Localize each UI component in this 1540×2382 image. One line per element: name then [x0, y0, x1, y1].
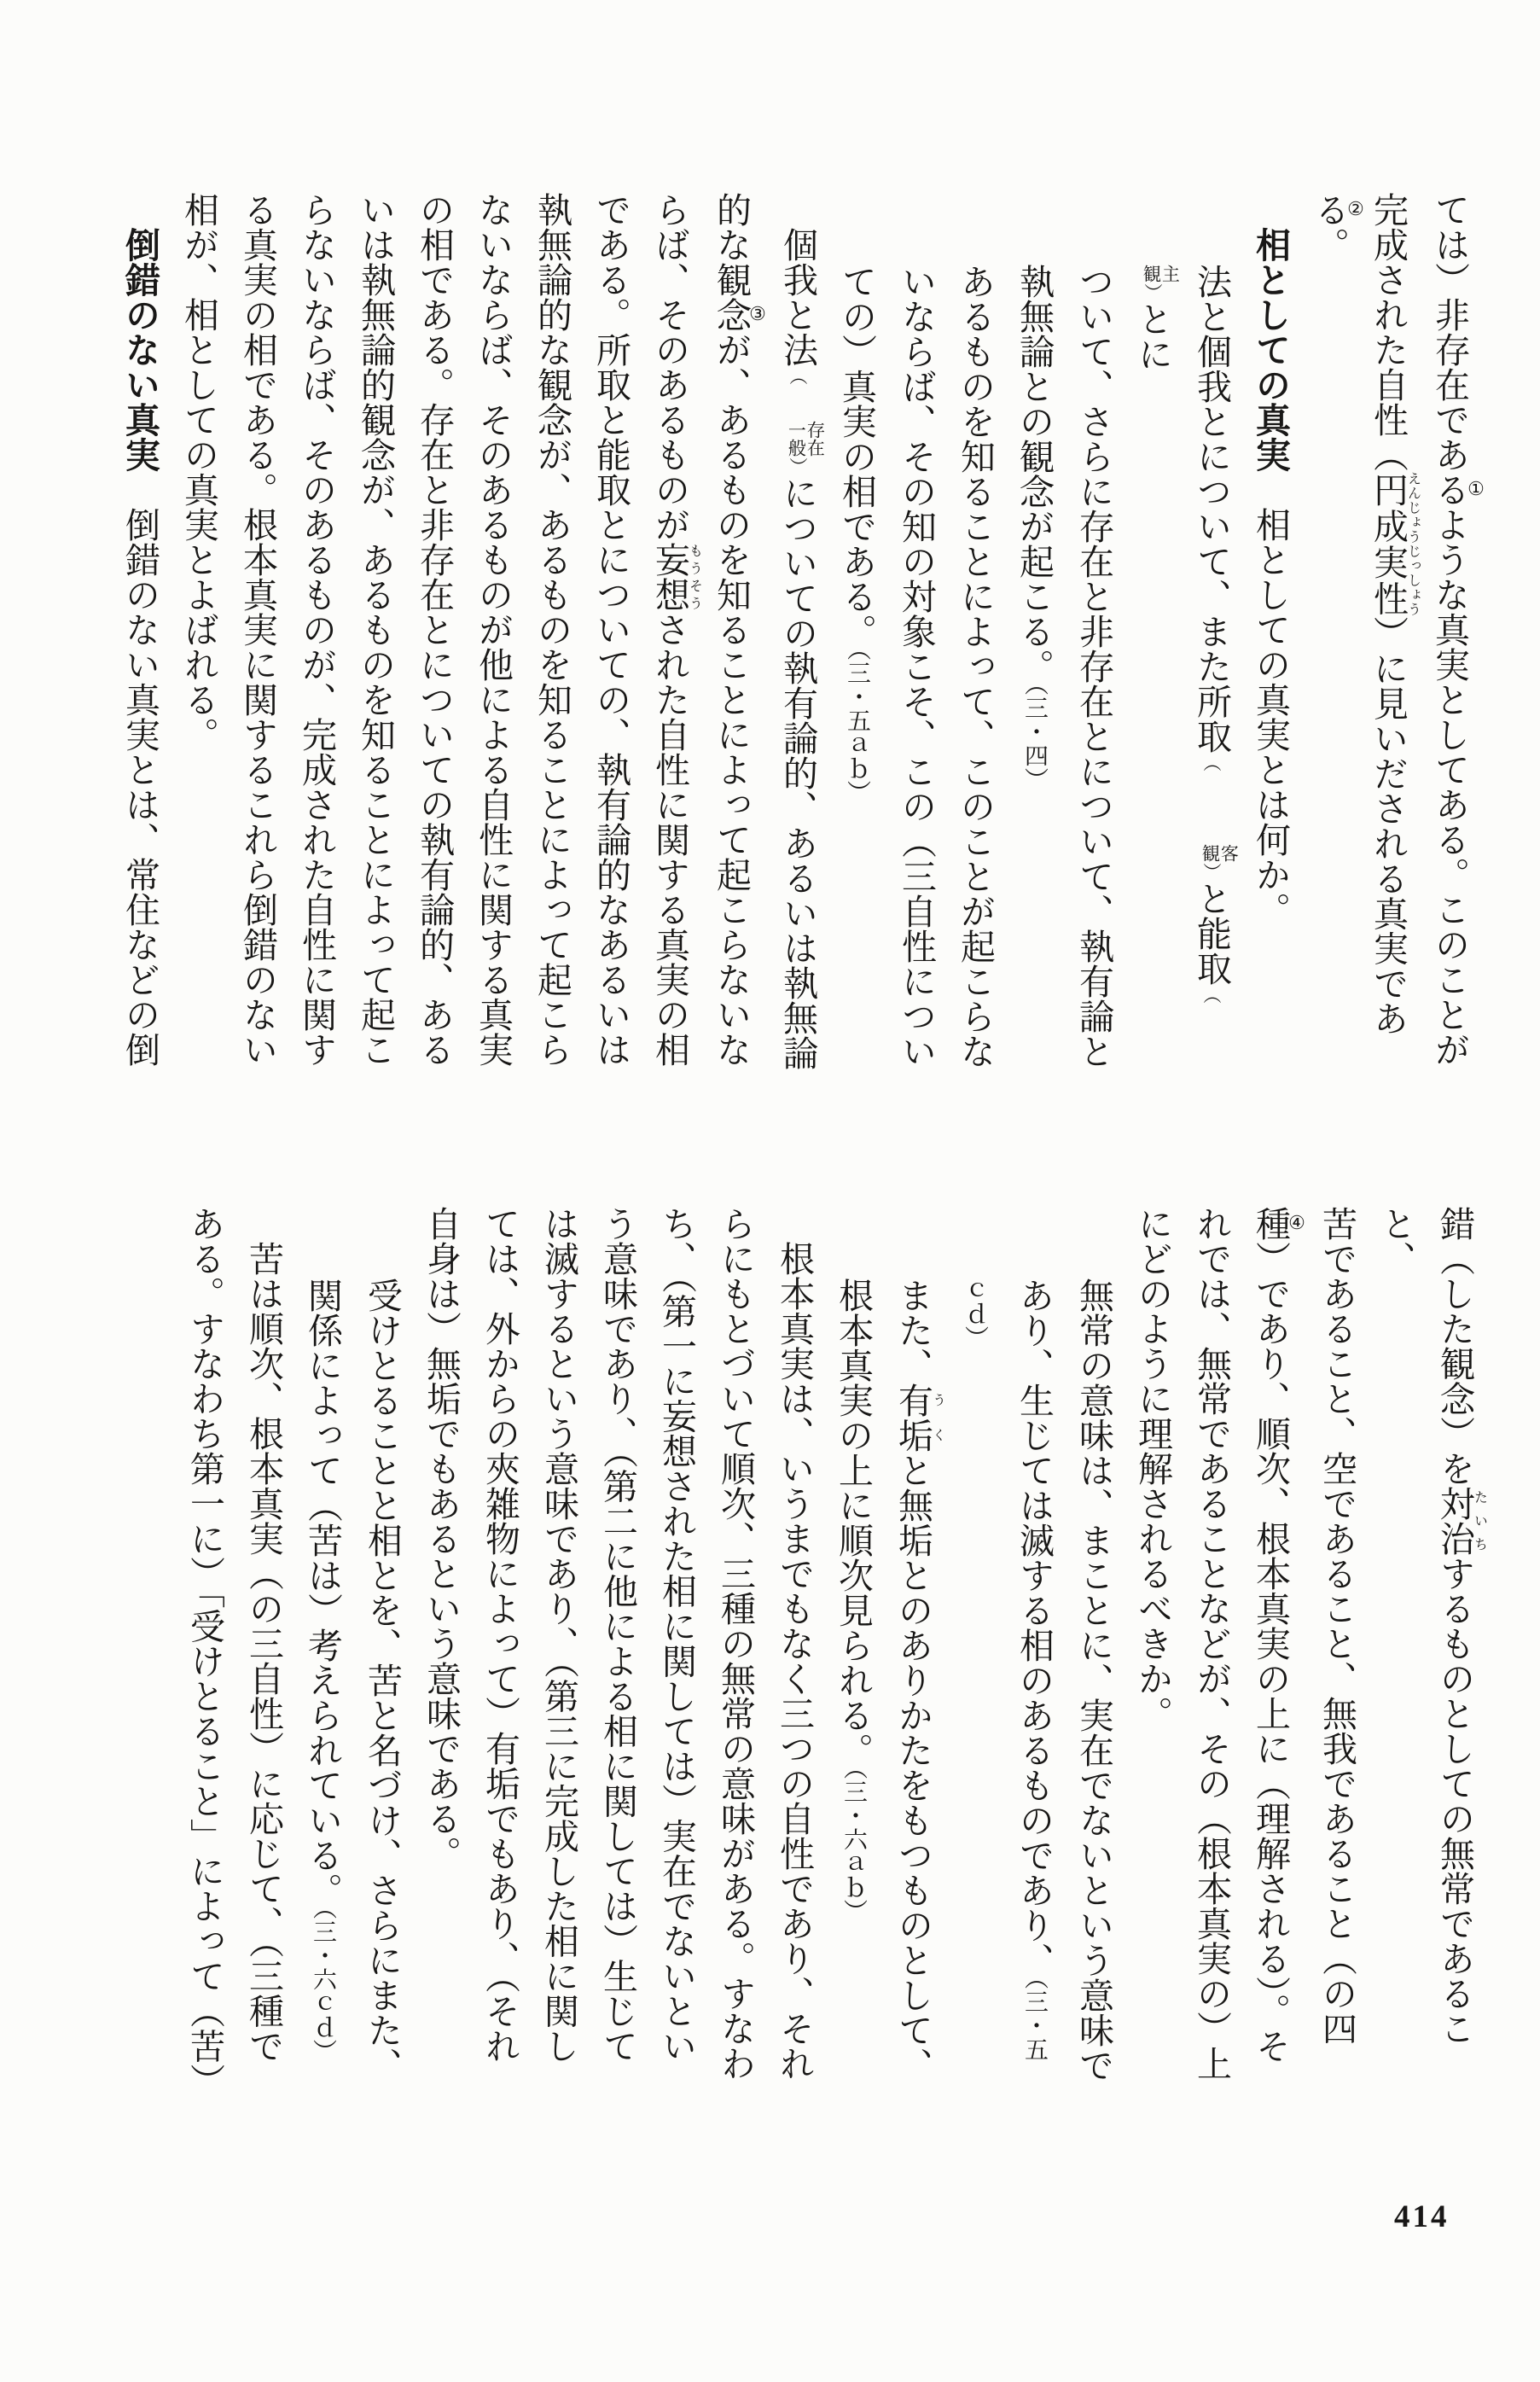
- top-text-block: [110, 192, 1486, 1075]
- furigana-ruby: 妄想もうそう: [650, 542, 702, 612]
- text-column: 法と個我とについて、また所取（ 客 観 ）と能取（ 主 観 ）とに: [1123, 192, 1241, 1075]
- text-column: 相としての真実 相としての真実とは何か。: [1251, 227, 1290, 927]
- text-column: 相が、相としての真実とよばれる。: [179, 192, 218, 752]
- small-paren: （: [1201, 986, 1222, 1004]
- text-column: 苦は順次、根本真実（の三自性）に応じて、（三種で: [244, 1241, 283, 2064]
- warichu-inline-note: 存在 一般: [786, 421, 826, 457]
- text-column: 執無論との観念が起こる。（三・四）: [1014, 264, 1054, 791]
- text-column: いは執無論的観念が、あるものを知ることによって起こ: [356, 192, 395, 1067]
- text-column: ては）非存在である①ような真実としてある。このことが: [1430, 192, 1488, 1067]
- footnote-marker: る②: [1310, 192, 1368, 227]
- text-column: 受けとることと相とを、苦と名づけ、さらにまた、: [363, 1278, 402, 2082]
- verse-citation: （三・六ａｂ）: [840, 1768, 867, 1923]
- section-heading: 倒錯のない真実: [120, 227, 160, 472]
- text-column: ち、（第一に妄想された相に関しては）実在でないとい: [657, 1206, 696, 2064]
- furigana-ruby: 円成実性えんじょうじっしょう: [1369, 471, 1421, 617]
- text-column: 無常の意味は、まことに、実在でないという意味で: [1074, 1278, 1113, 2082]
- footnote-marker: 念③: [712, 297, 770, 332]
- text-column: ては、外からの夾雑物によって）有垢でもあり、（それ: [480, 1206, 520, 2064]
- warichu-inline-note: 客 観: [1200, 844, 1240, 862]
- page-number: 414: [1394, 2199, 1450, 2234]
- small-paren: ）: [787, 457, 808, 475]
- text-column: 個我と法（ 存在 一般 ）についての執有論的、あるいは執無論: [778, 227, 826, 1070]
- text-column: 苦であること、空であること、無我であること（の四: [1317, 1206, 1357, 2046]
- verse-citation: （三・四）: [1021, 684, 1048, 791]
- small-paren: ）: [1201, 863, 1222, 881]
- verse-citation: （三・五: [1021, 1977, 1048, 2061]
- bottom-text-block: [175, 1206, 1487, 2099]
- text-column: ついて、さらに存在と非存在とについて、執有論と: [1074, 264, 1113, 1069]
- text-column: 的な観念③が、あるものを知ることによって起こらないな: [712, 192, 770, 1067]
- text-column: の相である。存在と非存在とについての執有論的、ある: [415, 192, 454, 1067]
- text-column: ての）真実の相である。（三・五ａｂ）: [837, 264, 876, 804]
- text-column: は滅するという意味であり、（第三に完成した相に関し: [539, 1206, 578, 2064]
- text-column: ある。すなわち第一に）「受けとること」によって（苦）: [185, 1206, 224, 2099]
- text-column: 根本真実は、いうまでもなく三つの自性であり、それ: [775, 1241, 814, 2081]
- text-column: 自身は）無垢でもあるという意味である。: [421, 1206, 461, 1871]
- text-column: 錯（した観念）を対治たいちするものとしての無常であること、: [1376, 1206, 1487, 2046]
- furigana-ruby: 有垢うく: [893, 1383, 945, 1453]
- text-column: 根本真実の上に順次見られる。（三・六ａｂ）: [834, 1278, 873, 1923]
- small-paren: （: [787, 367, 808, 385]
- text-column: あり、生じては滅する相のあるものであり、（三・五: [1014, 1278, 1054, 2061]
- text-column: 執無論的な観念が、あるものを知ることによって起こら: [532, 192, 572, 1067]
- small-paren: ）: [1142, 283, 1163, 301]
- text-column: 種④）であり、順次、根本真実の上に（理解される）。そ: [1251, 1206, 1309, 2064]
- footnote-marker: 種④: [1251, 1206, 1309, 1241]
- text-column: ないならば、そのあるものが他による自性に関する真実: [474, 192, 513, 1067]
- text-column: らないならば、そのあるものが、完成された自性に関す: [297, 192, 336, 1067]
- text-column: る真実の相である。根本真実に関するこれら倒錯のない: [238, 192, 277, 1067]
- footnote-marker: る①: [1430, 472, 1488, 507]
- text-column: また、有垢うくと無垢とのありかたをもつものとして、: [893, 1278, 945, 2082]
- section-heading: 相としての真実: [1251, 227, 1290, 472]
- small-paren: （: [1201, 754, 1222, 772]
- text-column: いならば、その知の対象こそ、この（三自性につい: [897, 264, 936, 1069]
- text-column: にどのように理解されるべきか。: [1133, 1206, 1172, 1731]
- text-column: 倒錯のない真実 倒錯のない真実とは、常住などの倒: [120, 227, 160, 1067]
- text-column: [944, 1206, 1004, 2089]
- verse-citation: （三・五ａｂ）: [844, 649, 870, 804]
- text-column: う意味であり、（第二に他による相に関しては）生じて: [598, 1206, 637, 2064]
- text-column: らにもとづいて順次、三種の無常の意味がある。すなわ: [716, 1206, 755, 2081]
- text-column: あるものを知ることによって、このことが起こらな: [956, 264, 995, 1069]
- text-column: である。所取と能取とについての、執有論的なあるいは: [591, 192, 631, 1067]
- text-column: 関係によって（苦は）考えられている。（三・六ｃｄ）: [303, 1278, 342, 2063]
- text-column: れでは、無常であることなどが、その（根本真実の）上: [1192, 1206, 1231, 2081]
- text-column: 完成された自性（円成実性えんじょうじっしょう）に見いだされる真実である②。: [1310, 192, 1421, 1036]
- verse-citation: ｃｄ）: [962, 1278, 988, 1349]
- furigana-ruby: 対治たいち: [1435, 1486, 1487, 1556]
- text-column: らば、そのあるものが妄想もうそうされた自性に関する真実の相: [650, 192, 702, 1067]
- verse-citation: （三・六ｃｄ）: [310, 1907, 336, 2063]
- warichu-inline-note: 主 観: [1141, 265, 1181, 282]
